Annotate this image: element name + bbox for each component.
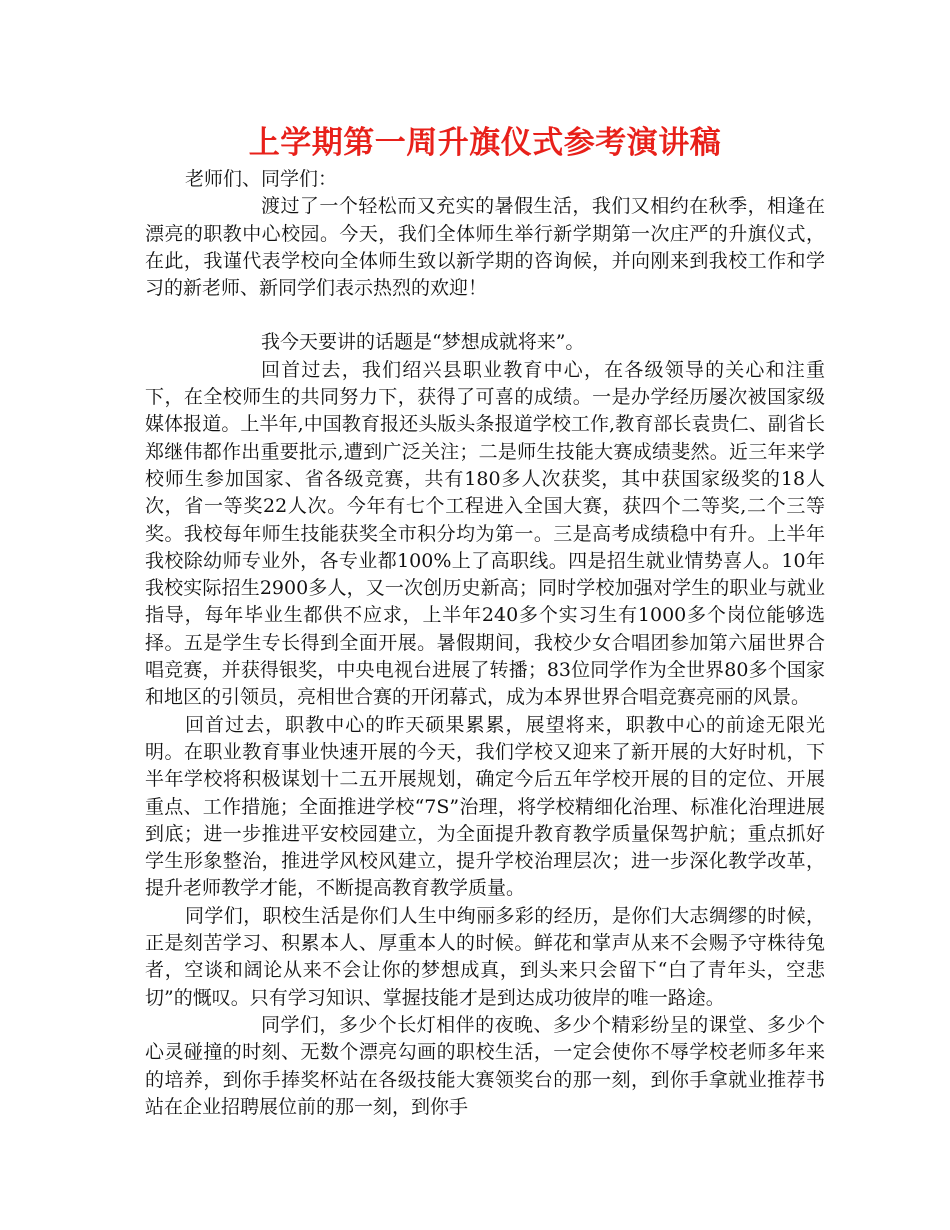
paragraph-1: 渡过了一个轻松而又充实的暑假生活，我们又相约在秋季，相逢在漂亮的职教中心校园。今天，我们全体师生举行新学期第一次庄严的升旗仪式，在此，我谨代表学校向全体师生致以新学期的咨询候，并向刚来到我校工作和学习的新老师、新同学们表示热烈的欢迎！ [145,195,825,300]
paragraph-2: 我今天要讲的话题是“梦想成就将来”。 [261,331,585,354]
paragraph-5: 同学们，职校生活是你们人生中绚丽多彩的经历，是你们大志绸缪的时候，正是刻苦学习、积累本人、厚重本人的时候。鲜花和掌声从来不会赐予守株待兔者，空谈和阔论从来不会让你的梦想成真，到头来只会留下“白了青年头，空悲切”的慨叹。只有学习知识、掌握技能才是到达成功彼岸的唯一路途。 [145,904,825,1009]
paragraph-3: 回首过去，我们绍兴县职业教育中心，在各级领导的关心和注重下，在全校师生的共同努力下，获得了可喜的成绩。一是办学经历屡次被国家级媒体报道。上半年,中国教育报还头版头条报道学校工作,教育部长袁贵仁、副省长郑继伟都作出重要批示,遭到广泛关注；二是师生技能大赛成绩斐然。近三年来学校师生参加国家、省各级竞赛，共有180多人次获奖，其中获国家级奖的18人次，省一等奖22人次。今年有七个工程进入全国大赛，获四个二等奖,二个三等奖。我校每年师生技能获奖全市积分均为第一。三是高考成绩稳中有升。上半年我校除幼师专业外，各专业都100%上了高职线。四是招生就业情势喜人。10年我校实际招生2900多人，又一次创历史新高；同时学校加强对学生的职业与就业指导，每年毕业生都供不应求，上半年240多个实习生有1000多个岗位能够选择。五是学生专长得到全面开展。暑假期间，我校少女合唱团参加第六届世界合唱竞赛，并获得银奖，中央电视台进展了转播；83位同学作为全世界80多个国家和地区的引领员，亮相世合赛的开闭幕式，成为本界世界合唱竞赛亮丽的风景。 [145,358,825,709]
paragraph-4: 回首过去，职教中心的昨天硕果累累，展望将来，职教中心的前途无限光明。在职业教育事业快速开展的今天，我们学校又迎来了新开展的大好时机，下半年学校将积极谋划十二五开展规划，确定今后五年学校开展的目的定位、开展重点、工作措施；全面推进学校“7S”治理，将学校精细化治理、标准化治理进展到底；进一步推进平安校园建立，为全面提升教育教学质量保驾护航；重点抓好学生形象整治，推进学风校风建立，提升学校治理层次；进一步深化教学改革，提升老师教学才能，不断提高教育教学质量。 [145,713,825,900]
salutation: 老师们、同学们： [185,168,338,190]
document-title: 上学期第一周升旗仪式参考演讲稿 [248,125,722,161]
paragraph-spacer [145,302,825,329]
document-page [145,122,825,1121]
paragraph-6: 同学们，多少个长灯相伴的夜晚、多少个精彩纷呈的课堂、多少个心灵碰撞的时刻、无数个漂亮勾画的职校生活，一定会使你不辱学校老师多年来的培养，到你手捧奖杯站在各级技能大赛领奖台的那一刻，到你手拿就业推荐书站在企业招聘展位前的那一刻，到你手 [145,1013,825,1118]
